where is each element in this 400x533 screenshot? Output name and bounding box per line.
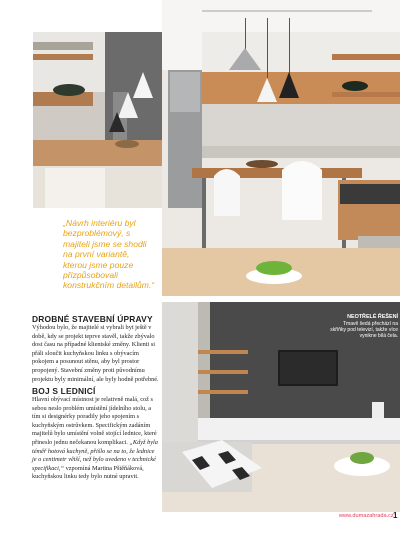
section-paragraph-fridge [32,396,160,482]
fridge-paragraph-quote: „Když byla téměř hotová kuchyně, přišlo se na to, že lednice je o centimetr větší, než bylo uvedeno v technické specifikaci,“ [32,438,158,472]
page-number: 1 [393,511,398,520]
inset-photo-kitchen [33,32,163,208]
photo-kitchen-dining [162,0,400,296]
photo-kitchen-illustration [162,0,400,296]
fridge-paragraph-text: Hlavní obývací místnost je relativně malá, což s sebou neslo problém umístění jídelního stolu, a tím si designérky poradily jeho spojením s kuchyňským ostrůvkem. Specifickým zadáním majitelů bylo umístění volně stojící lednice, které přineslo jednu nečekanou komplikaci. [32,396,157,446]
section-paragraph-construction: Výhodou bylo, že majitelé si vybrali byt ještě v době, kdy se projekt teprve stavěl, takže zbývalo dost času na případné klientské změny. Klienti si přáli sloučit kuchyňskou linku s obývacím pokojem a posunout stěnu, aby byl prostor propojený. Stavební změny proti původnímu projektu byly minimální, ale byly hodně potřebné. [32,324,159,383]
section-heading-construction: DROBNÉ STAVEBNÍ ÚPRAVY [32,314,153,324]
photo-callout [326,314,398,339]
callout-text: Tmavě šedá přechází na skříňky pod televizí, takže více vynikne bílá čela. [330,321,398,339]
pull-quote: „Návrh interiéru byl bezproblémový, s majiteli jsme se shodli na první variantě, kterou jsme pouze přizpůsobovali konstrukčním detailům.“ [63,218,155,291]
fridge-paragraph-closing: vzpomíná Martina Pštěňáková, kuchyňskou linku tedy bylo nutné upravit. [32,464,144,481]
callout-title: NEOTŘELÉ ŘEŠENÍ [347,314,398,320]
section-heading-fridge: BOJ S LEDNICÍ [32,386,96,396]
footer-website-link[interactable]: www.dumazahrada.cz [339,513,394,519]
inset-photo-illustration [33,32,163,208]
